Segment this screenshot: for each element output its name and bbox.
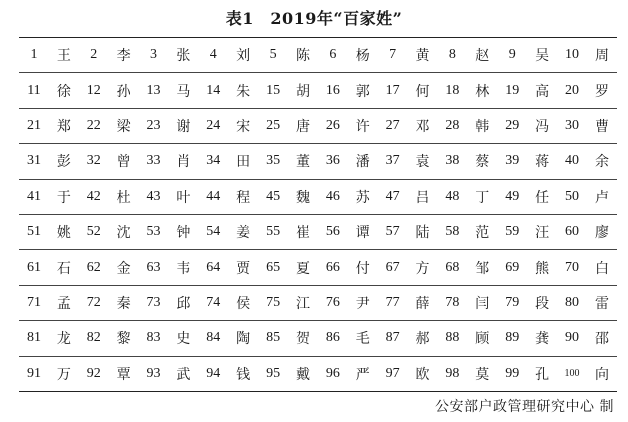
surname-cell: 叶 — [168, 179, 198, 214]
surname-cell: 姜 — [228, 214, 258, 249]
surname-cell: 吴 — [535, 48, 550, 65]
rank-cell: 77 — [378, 285, 408, 320]
surname-cell: 郝 — [408, 321, 438, 356]
rank-cell: 2 — [90, 47, 98, 63]
rank-cell: 39 — [497, 144, 527, 179]
rank-cell: 71 — [19, 285, 49, 320]
surname-cell: 武 — [168, 356, 198, 391]
rank-cell: 51 — [19, 214, 49, 249]
rank-cell: 15 — [258, 73, 288, 108]
surname-cell: 方 — [408, 250, 438, 285]
rank-cell: 4 — [209, 47, 217, 63]
surname-cell: 雷 — [587, 285, 617, 320]
rank-cell: 35 — [258, 144, 288, 179]
rank-cell: 29 — [497, 108, 527, 143]
surname-cell: 孙 — [109, 73, 139, 108]
surname-cell: 万 — [49, 356, 79, 391]
rank-cell: 97 — [378, 356, 408, 391]
rank-cell: 18 — [437, 73, 467, 108]
rank-cell: 78 — [437, 285, 467, 320]
table-row — [19, 250, 617, 285]
surname-cell: 陆 — [408, 214, 438, 249]
surname-cell: 肖 — [168, 144, 198, 179]
rank-cell: 20 — [557, 73, 587, 108]
rank-cell: 91 — [19, 356, 49, 391]
rank-cell: 99 — [497, 356, 527, 391]
rank-cell: 75 — [258, 285, 288, 320]
surname-cell: 姚 — [49, 214, 79, 249]
rank-cell: 37 — [378, 144, 408, 179]
rank-cell: 45 — [258, 179, 288, 214]
surname-cell: 严 — [348, 356, 378, 391]
rank-cell: 73 — [139, 285, 169, 320]
surname-cell: 谢 — [168, 108, 198, 143]
surname-cell: 张 — [176, 48, 191, 65]
surname-cell: 徐 — [49, 73, 79, 108]
rank-cell: 58 — [437, 214, 467, 249]
surname-cell: 邹 — [467, 250, 497, 285]
rank-cell: 63 — [139, 250, 169, 285]
surname-cell: 丁 — [467, 179, 497, 214]
surname-cell: 任 — [527, 179, 557, 214]
surname-cell: 田 — [228, 144, 258, 179]
surname-cell: 余 — [587, 144, 617, 179]
rank-cell: 93 — [139, 356, 169, 391]
surname-table — [19, 37, 617, 392]
rank-cell: 90 — [557, 321, 587, 356]
rank-cell: 83 — [139, 321, 169, 356]
surname-cell: 沈 — [109, 214, 139, 249]
surname-cell: 杜 — [109, 179, 139, 214]
surname-cell: 廖 — [587, 214, 617, 249]
surname-cell: 孟 — [49, 285, 79, 320]
rank-cell: 42 — [79, 179, 109, 214]
surname-cell: 石 — [49, 250, 79, 285]
surname-cell: 冯 — [527, 108, 557, 143]
rank-cell: 21 — [19, 108, 49, 143]
rank-cell: 54 — [198, 214, 228, 249]
rank-cell: 68 — [437, 250, 467, 285]
surname-cell: 谭 — [348, 214, 378, 249]
surname-cell: 范 — [467, 214, 497, 249]
table-row — [19, 38, 617, 73]
table-row — [19, 144, 617, 179]
rank-cell: 76 — [318, 285, 348, 320]
surname-cell: 史 — [168, 321, 198, 356]
rank-cell: 14 — [198, 73, 228, 108]
surname-cell: 龙 — [49, 321, 79, 356]
surname-cell: 彭 — [49, 144, 79, 179]
surname-cell: 蒋 — [527, 144, 557, 179]
rank-cell: 79 — [497, 285, 527, 320]
rank-cell: 72 — [79, 285, 109, 320]
rank-cell: 69 — [497, 250, 527, 285]
surname-cell: 侯 — [228, 285, 258, 320]
surname-cell: 袁 — [408, 144, 438, 179]
table-row — [19, 108, 617, 143]
rank-cell: 7 — [389, 47, 397, 63]
rank-cell: 82 — [79, 321, 109, 356]
surname-cell: 宋 — [228, 108, 258, 143]
surname-cell: 杨 — [355, 48, 370, 65]
rank-cell: 55 — [258, 214, 288, 249]
table-row — [19, 214, 617, 249]
surname-cell: 段 — [527, 285, 557, 320]
table-row — [19, 321, 617, 356]
rank-cell: 47 — [378, 179, 408, 214]
rank-cell: 5 — [269, 47, 277, 63]
surname-cell: 韩 — [467, 108, 497, 143]
surname-cell: 许 — [348, 108, 378, 143]
rank-cell: 31 — [19, 144, 49, 179]
rank-cell: 30 — [557, 108, 587, 143]
surname-cell: 汪 — [527, 214, 557, 249]
surname-cell: 曾 — [109, 144, 139, 179]
rank-cell: 59 — [497, 214, 527, 249]
rank-cell: 61 — [19, 250, 49, 285]
rank-cell: 98 — [437, 356, 467, 391]
surname-cell: 闫 — [467, 285, 497, 320]
surname-cell: 钟 — [168, 214, 198, 249]
rank-cell: 11 — [19, 73, 49, 108]
rank-cell: 28 — [437, 108, 467, 143]
rank-cell: 38 — [437, 144, 467, 179]
surname-cell: 孔 — [527, 356, 557, 391]
surname-cell: 尹 — [348, 285, 378, 320]
rank-cell: 24 — [198, 108, 228, 143]
surname-cell: 莫 — [467, 356, 497, 391]
surname-cell: 梁 — [109, 108, 139, 143]
source-credit: 公安部户政管理研究中心 制 — [435, 399, 614, 415]
surname-cell: 李 — [116, 48, 131, 65]
rank-cell: 32 — [79, 144, 109, 179]
surname-cell: 向 — [587, 356, 617, 391]
surname-cell: 蔡 — [467, 144, 497, 179]
rank-cell: 92 — [79, 356, 109, 391]
surname-cell: 秦 — [109, 285, 139, 320]
surname-cell: 马 — [168, 73, 198, 108]
surname-cell: 潘 — [348, 144, 378, 179]
rank-cell: 96 — [318, 356, 348, 391]
surname-cell: 陶 — [228, 321, 258, 356]
surname-cell: 王 — [56, 48, 71, 65]
rank-cell: 100 — [557, 356, 587, 391]
surname-cell: 钱 — [228, 356, 258, 391]
rank-cell: 44 — [198, 179, 228, 214]
table-title: 表1 2019年“百家姓” — [225, 9, 403, 28]
rank-cell: 34 — [198, 144, 228, 179]
surname-cell: 吕 — [408, 179, 438, 214]
surname-cell: 何 — [408, 73, 438, 108]
rank-cell: 46 — [318, 179, 348, 214]
surname-cell: 贺 — [288, 321, 318, 356]
rank-cell: 64 — [198, 250, 228, 285]
rank-cell: 40 — [557, 144, 587, 179]
rank-cell: 13 — [139, 73, 169, 108]
surname-cell: 薛 — [408, 285, 438, 320]
rank-cell: 17 — [378, 73, 408, 108]
rank-cell: 85 — [258, 321, 288, 356]
rank-cell: 43 — [139, 179, 169, 214]
surname-cell: 苏 — [348, 179, 378, 214]
surname-cell: 周 — [594, 48, 609, 65]
rank-cell: 41 — [19, 179, 49, 214]
rank-cell: 27 — [378, 108, 408, 143]
rank-cell: 36 — [318, 144, 348, 179]
rank-cell: 95 — [258, 356, 288, 391]
surname-cell: 黄 — [415, 48, 430, 65]
rank-cell: 67 — [378, 250, 408, 285]
surname-cell: 熊 — [527, 250, 557, 285]
rank-cell: 33 — [139, 144, 169, 179]
surname-cell: 江 — [288, 285, 318, 320]
surname-cell: 黎 — [109, 321, 139, 356]
rank-cell: 87 — [378, 321, 408, 356]
table-row — [19, 285, 617, 320]
rank-cell: 8 — [448, 47, 456, 63]
surname-cell: 魏 — [288, 179, 318, 214]
rank-cell: 12 — [79, 73, 109, 108]
surname-cell: 戴 — [288, 356, 318, 391]
surname-cell: 毛 — [348, 321, 378, 356]
surname-cell: 赵 — [475, 48, 490, 65]
rank-cell: 16 — [318, 73, 348, 108]
table-row — [19, 179, 617, 214]
rank-cell: 50 — [557, 179, 587, 214]
rank-cell: 19 — [497, 73, 527, 108]
surname-cell: 夏 — [288, 250, 318, 285]
surname-cell: 韦 — [168, 250, 198, 285]
surname-cell: 胡 — [288, 73, 318, 108]
rank-cell: 25 — [258, 108, 288, 143]
surname-cell: 卢 — [587, 179, 617, 214]
rank-cell: 26 — [318, 108, 348, 143]
surname-cell: 付 — [348, 250, 378, 285]
rank-cell: 70 — [557, 250, 587, 285]
surname-cell: 程 — [228, 179, 258, 214]
rank-cell: 22 — [79, 108, 109, 143]
rank-cell: 66 — [318, 250, 348, 285]
surname-cell: 曹 — [587, 108, 617, 143]
rank-cell: 65 — [258, 250, 288, 285]
rank-cell: 48 — [437, 179, 467, 214]
rank-cell: 23 — [139, 108, 169, 143]
surname-cell: 邓 — [408, 108, 438, 143]
rank-cell: 10 — [564, 47, 579, 63]
rank-cell: 94 — [198, 356, 228, 391]
surname-cell: 高 — [527, 73, 557, 108]
rank-cell: 81 — [19, 321, 49, 356]
surname-table-body — [19, 38, 617, 392]
rank-cell: 53 — [139, 214, 169, 249]
surname-cell: 于 — [49, 179, 79, 214]
surname-cell: 邱 — [168, 285, 198, 320]
surname-cell: 林 — [467, 73, 497, 108]
surname-cell: 刘 — [236, 48, 251, 65]
surname-cell: 崔 — [288, 214, 318, 249]
rank-cell: 74 — [198, 285, 228, 320]
surname-cell: 郭 — [348, 73, 378, 108]
surname-cell: 邵 — [587, 321, 617, 356]
rank-cell: 86 — [318, 321, 348, 356]
surname-cell: 董 — [288, 144, 318, 179]
rank-cell: 88 — [437, 321, 467, 356]
rank-cell: 9 — [508, 47, 516, 63]
table-row — [19, 356, 617, 391]
surname-cell: 覃 — [109, 356, 139, 391]
surname-cell: 顾 — [467, 321, 497, 356]
rank-cell: 84 — [198, 321, 228, 356]
rank-cell: 49 — [497, 179, 527, 214]
surname-cell: 金 — [109, 250, 139, 285]
rank-cell: 62 — [79, 250, 109, 285]
surname-cell: 罗 — [587, 73, 617, 108]
rank-cell: 52 — [79, 214, 109, 249]
surname-cell: 朱 — [228, 73, 258, 108]
surname-cell: 欧 — [408, 356, 438, 391]
table-row — [19, 73, 617, 108]
surname-cell: 白 — [587, 250, 617, 285]
rank-cell: 89 — [497, 321, 527, 356]
rank-cell: 3 — [150, 47, 157, 63]
surname-cell: 贾 — [228, 250, 258, 285]
rank-cell: 56 — [318, 214, 348, 249]
surname-cell: 陈 — [295, 48, 310, 65]
rank-cell: 60 — [557, 214, 587, 249]
rank-cell: 6 — [329, 47, 337, 63]
rank-cell: 57 — [378, 214, 408, 249]
rank-cell: 80 — [557, 285, 587, 320]
surname-cell: 龚 — [527, 321, 557, 356]
rank-cell: 1 — [30, 47, 38, 63]
surname-cell: 郑 — [49, 108, 79, 143]
surname-cell: 唐 — [288, 108, 318, 143]
